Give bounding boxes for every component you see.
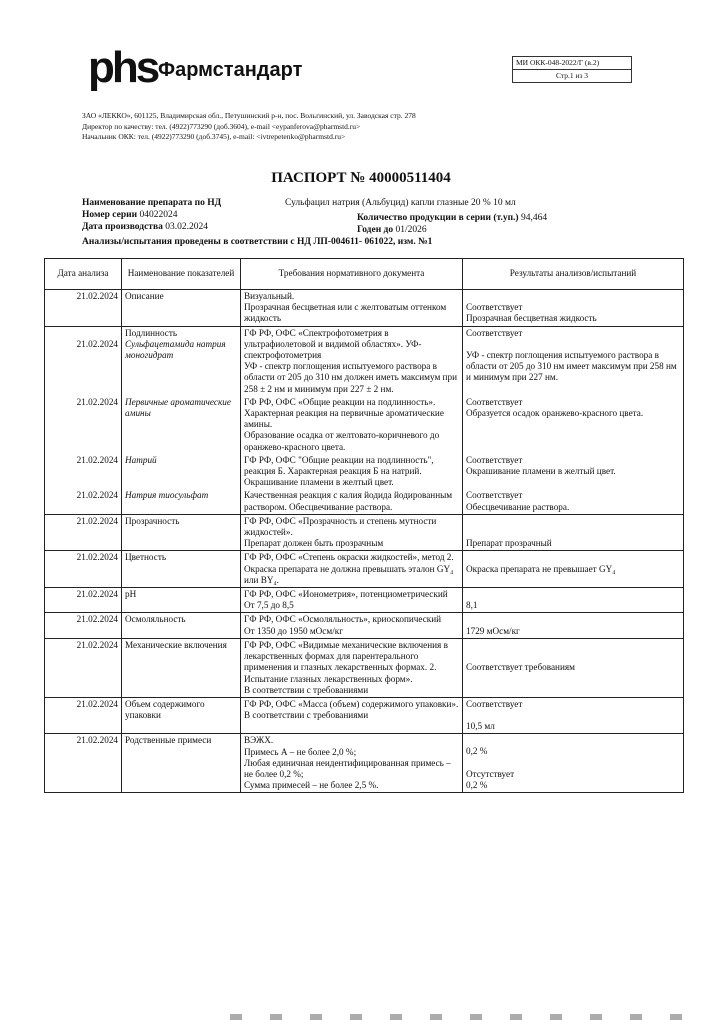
header-results: Результаты анализов/испытаний [463, 259, 684, 290]
expiry-line [357, 224, 427, 236]
company-logo [88, 43, 303, 92]
req-text: От 7,5 до 8,5 [244, 600, 294, 611]
table-row [45, 613, 684, 638]
cell-date: 21.02.2024 [45, 697, 122, 733]
res-text: Соответствует [466, 327, 523, 338]
cell-result: Окраска препарата не превышает GY₄ [463, 551, 684, 588]
cell-name: Цветность [122, 551, 241, 588]
table-row [45, 551, 684, 588]
cell-name: Родственные примеси [122, 734, 241, 793]
res-text: Соответствует [466, 490, 523, 501]
req-text: От 1350 до 1950 мОсм/кг [244, 625, 343, 636]
cell-requirements [241, 290, 463, 327]
table-row [45, 454, 684, 490]
cell-date: 21.02.2024 [45, 638, 122, 697]
cell-date: 21.02.2024 [76, 338, 118, 349]
company-address: ЗАО «ЛЕККО», 601125, Владимирская обл., Петушинский р-н, пос. Вольгинский, ул. Заводская стр. 278 [82, 111, 416, 120]
series-value: 04022024 [139, 210, 178, 220]
req-text: В соответствии с требованиями [244, 710, 369, 721]
table-row [45, 588, 684, 613]
req-text: Примесь А – не более 2,0 %; [244, 746, 357, 757]
cell-date: 21.02.2024 [45, 551, 122, 588]
expiry-label: Годен до [357, 225, 394, 235]
res-text: 10,5 мл [466, 721, 495, 732]
req-text: ГФ РФ, ОФС «Степень окраски жидкостей», метод 2. [244, 552, 454, 563]
cell-requirements [241, 551, 463, 588]
cell-name [122, 290, 241, 327]
req-text: Образование осадка от желтовато-коричневого до оранжево-красного цвета. [244, 430, 440, 452]
table-header-row [45, 259, 684, 290]
req-text: УФ - спектр поглощения испытуемого раствора в области от 205 до 310 нм должен иметь максимум при 258 ± 2 нм и минимум при 227 ± 2 нм. [244, 361, 457, 394]
req-text: ГФ РФ, ОФС «Общие реакции на подлинность». Характерная реакция на первичные ароматические амины. [244, 396, 444, 430]
logo-mark: phs [88, 43, 158, 92]
res-text: УФ - спектр поглощения испытуемого раствора в области от 205 до 310 нм имеет максимум при 258 нм и минимум при 227 нм. [466, 349, 677, 383]
cell-result: Соответствует требованиям [463, 638, 684, 697]
req-text: Прозрачная бесцветная или с желтоватым оттенком жидкость [244, 302, 447, 324]
req-text: Окраска препарата не должна превышать эталон GY₄ или BY₄. [244, 563, 454, 585]
cell-name: Механические включения [122, 638, 241, 697]
cell-requirements [241, 697, 463, 733]
table-row [45, 638, 684, 697]
cell-name: Объем содержимого упаковки [122, 697, 241, 733]
cell-result [463, 454, 684, 490]
res-text: Соответствует [466, 454, 523, 465]
req-text: ГФ РФ, ОФС «Прозрачность и степень мутности жидкостей». [244, 515, 437, 538]
table-row [45, 396, 684, 454]
cell-date: 21.02.2024 [45, 613, 122, 638]
table-row [45, 326, 684, 396]
res-text: Обесцвечивание раствора. [466, 501, 570, 512]
cell-name: pH [122, 588, 241, 613]
cell-date: 21.02.2024 [45, 588, 122, 613]
req-text: ГФ РФ, ОФС «Масса (объем) содержимого упаковки». [244, 698, 459, 709]
res-text: Образуется осадок оранжево-красного цвета. [466, 408, 644, 419]
res-text: 0,2 % [466, 779, 488, 790]
cell-date: 21.02.2024 [45, 734, 122, 793]
cell-result [463, 396, 684, 454]
name-text: Описание [125, 291, 164, 301]
results-table [44, 258, 684, 793]
cell-name: Прозрачность [122, 514, 241, 551]
cell-result [463, 697, 684, 733]
req-text: ГФ РФ, ОФС «Спектрофотометрия в ультрафиолетовой и видимой областях». УФ-спектрофотометрия [244, 327, 422, 361]
name-text: Подлинность [125, 327, 178, 338]
page-title: ПАСПОРТ № 40000511404 [271, 170, 451, 186]
cell-requirements [241, 638, 463, 697]
expiry-value: 01/2026 [395, 225, 427, 235]
analysis-reference: Анализы/испытания проведены в соответствии с НД ЛП-004611- 061022, изм. №1 [82, 237, 433, 247]
cell-date: 21.02.2024 [45, 489, 122, 514]
cell-name: Натрий [122, 454, 241, 490]
res-text: Отсутствует [466, 768, 515, 779]
cell-result: 8,1 [463, 588, 684, 613]
res-text: Прозрачная бесцветная жидкость [466, 313, 597, 324]
cell-requirements: Качественная реакция с калия йодида йодированным раствором. Обесцвечивание раствора. [241, 489, 463, 514]
series-line [82, 209, 177, 221]
quantity-line [357, 212, 547, 224]
table-row [45, 290, 684, 327]
cell-result [463, 489, 684, 514]
production-date-label: Дата производства [82, 222, 163, 232]
res-text: Окрашивание пламени в желтый цвет. [466, 466, 616, 477]
cell-result [463, 326, 684, 396]
quality-director-contact: Директор по качеству: тел. (4922)773290 (доб.3604), e-mail <eypanferova@pharmstd.ru> [82, 121, 361, 131]
req-text: Визуальный. [244, 291, 295, 301]
req-text: ГФ РФ, ОФС «Видимые механические включения в лекарственных формах для парентерального применения и глазных лекарственных формах. 2. Испытание глазных лекарственных форм». [244, 639, 448, 684]
cell-requirements: ГФ РФ, ОФС "Общие реакции на подлинность", реакция Б. Характерная реакция Б на натрий. Окрашивание пламени в желтый цвет. [241, 454, 463, 490]
quantity-label: Количество продукции в серии (т.уп.) [357, 213, 519, 223]
table-row [45, 697, 684, 733]
scan-artifact [230, 1014, 700, 1020]
cell-requirements [241, 326, 463, 396]
quantity-value: 94,464 [520, 213, 548, 223]
req-text: ГФ РФ, ОФС «Осмоляльность», криоскопический [244, 614, 442, 625]
name-text: Сульфацетамида натрия моногидрат [125, 338, 226, 361]
cell-date: 21.02.2024 [45, 396, 122, 454]
cell-requirements [241, 613, 463, 638]
cell-requirements [241, 734, 463, 793]
res-text: Соответствует [466, 698, 523, 709]
req-text: ГФ РФ, ОФС «Ионометрия», потенциометрический [244, 589, 448, 600]
cell-requirements [241, 588, 463, 613]
qc-head-contact: Начальник ОКК: тел. (4922)773290 (доб.3745), e-mail: <ivtrepetenko@pharmstd.ru> [82, 132, 346, 141]
req-text: ВЭЖХ. [244, 735, 274, 746]
header-name: Наименование показателей [122, 259, 241, 290]
document-code-box [512, 56, 632, 83]
production-date-line [82, 221, 208, 233]
cell-requirements [241, 514, 463, 551]
header-date: Дата анализа [45, 259, 122, 290]
table-row [45, 489, 684, 514]
table-row [45, 734, 684, 793]
cell-result [463, 734, 684, 793]
name-value: Сульфацил натрия (Альбуцид) капли глазные 20 % 10 мл [285, 198, 516, 208]
name-label: Наименование препарата по НД [82, 198, 222, 208]
res-text: Соответствует [466, 302, 523, 312]
req-text: Любая единичная неидентифицированная примесь – не более 0,2 %; [244, 757, 451, 779]
cell-name [122, 326, 241, 396]
company-info [82, 111, 416, 143]
series-label: Номер серии [82, 210, 138, 220]
document-code: МИ ОКК-048-2022/Г (в.2) [516, 58, 600, 67]
cell-name: Осмоляльность [122, 613, 241, 638]
cell-name: Первичные ароматические амины [122, 396, 241, 454]
cell-date: 21.02.2024 [45, 290, 122, 327]
req-text: Сумма примесей – не более 2,5 %. [244, 780, 379, 791]
req-text: Препарат должен быть прозрачным [244, 538, 384, 549]
page-number: Стр.1 из 3 [513, 69, 631, 82]
cell-name: Натрия тиосульфат [122, 489, 241, 514]
cell-result: Препарат прозрачный [463, 514, 684, 551]
req-text: В соответствии с требованиями [244, 684, 369, 695]
cell-requirements [241, 396, 463, 454]
header-requirements: Требования нормативного документа [241, 259, 463, 290]
cell-date: 21.02.2024 [45, 454, 122, 490]
cell-date: 21.02.2024 [45, 514, 122, 551]
logo-name: Фармстандарт [158, 59, 303, 81]
cell-result [463, 290, 684, 327]
res-text: Соответствует [466, 396, 523, 407]
table-row [45, 514, 684, 551]
cell-result: 1729 мОсм/кг [463, 613, 684, 638]
production-date-value: 03.02.2024 [165, 222, 208, 232]
res-text: 0,2 % [466, 746, 488, 757]
